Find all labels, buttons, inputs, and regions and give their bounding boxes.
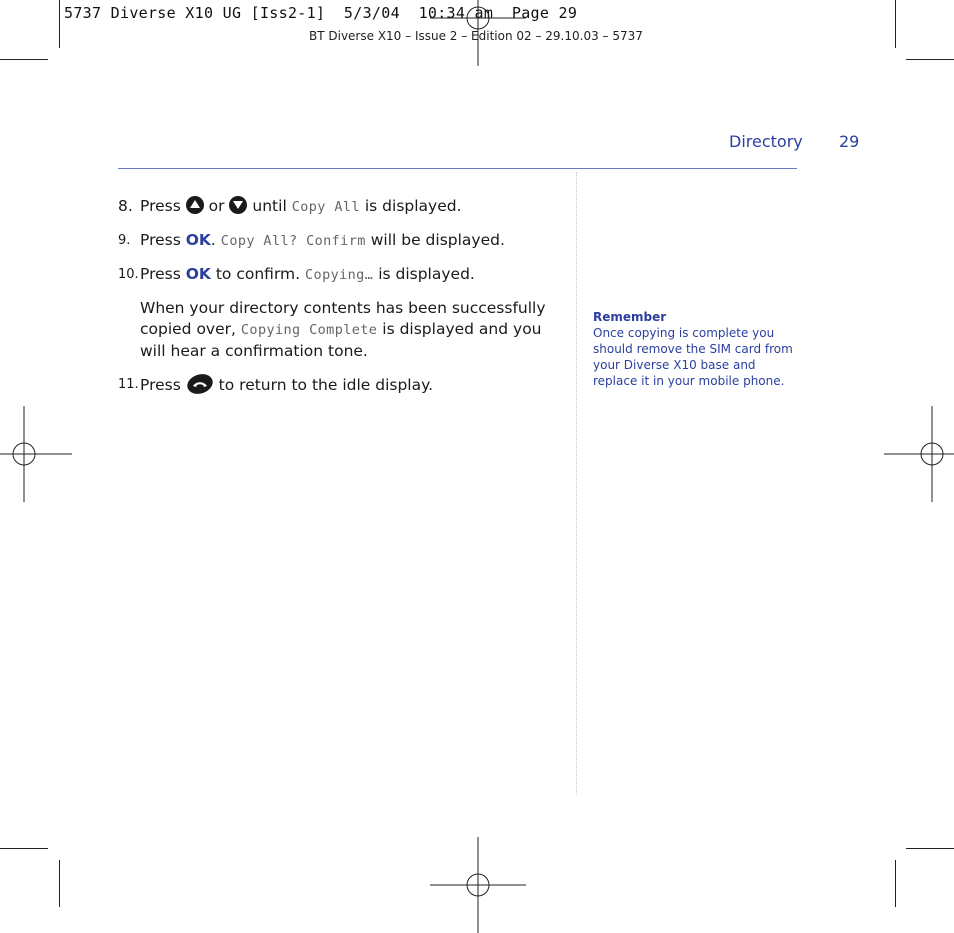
step-number: 10. (118, 267, 139, 282)
registration-mark-icon (430, 0, 526, 66)
crop-mark (59, 0, 60, 48)
step-number: 9. (118, 233, 131, 248)
step-10 (118, 264, 568, 286)
success-paragraph (118, 298, 568, 362)
step-text: until (252, 197, 287, 215)
step-text: to return to the idle display. (218, 376, 434, 394)
crop-mark (906, 59, 954, 60)
lcd-display-text: Copying… (305, 267, 374, 283)
header-rule (118, 168, 797, 169)
crop-mark (0, 848, 48, 849)
step-text: Press (140, 197, 181, 215)
paragraph-text: is displayed and you will hear a confirmation tone. (140, 320, 542, 360)
step-text: Press (140, 376, 181, 394)
step-text: will be displayed. (370, 231, 505, 249)
step-number: 11. (118, 377, 139, 392)
crop-mark (906, 848, 954, 849)
edition-line: BT Diverse X10 – Issue 2 – Edition 02 – 29.10.03 – 5737 (309, 29, 643, 43)
step-8 (118, 196, 568, 218)
page-number: 29 (839, 132, 860, 151)
paragraph-text: When your directory contents has been successfully copied over, (140, 299, 546, 338)
down-arrow-key-icon (229, 196, 247, 214)
instruction-steps (118, 196, 568, 408)
registration-mark-icon (0, 406, 72, 502)
lcd-display-text: Copying Complete (240, 322, 378, 338)
end-call-key-icon (186, 374, 214, 394)
step-number: 8. (118, 197, 133, 215)
note-title: Remember (593, 310, 667, 324)
step-9 (118, 230, 568, 252)
step-text: or (208, 197, 225, 215)
ok-key-label: OK (185, 231, 211, 249)
up-arrow-key-icon (186, 196, 204, 214)
crop-mark (0, 59, 48, 60)
step-text: Press (140, 231, 181, 249)
step-text: Press (140, 265, 181, 283)
remember-note (593, 309, 798, 389)
crop-mark (895, 860, 896, 907)
crop-mark (59, 860, 60, 907)
step-text: to confirm. (215, 265, 301, 283)
registration-mark-icon (884, 406, 954, 502)
column-divider (576, 172, 577, 794)
step-text: is displayed. (378, 265, 475, 283)
section-title: Directory (729, 132, 803, 151)
print-slug-line: 5737 Diverse X10 UG [Iss2-1] 5/3/04 10:34 am Page 29 (64, 4, 578, 22)
crop-mark (895, 0, 896, 48)
step-text: . (210, 231, 216, 249)
note-text: Once copying is complete you should remove the SIM card from your Diverse X10 base and replace it in your mobile phone. (593, 326, 793, 388)
lcd-display-text: Copy All (291, 199, 360, 215)
step-11 (118, 374, 568, 396)
registration-mark-icon (430, 837, 526, 933)
ok-key-label: OK (185, 265, 211, 283)
step-text: is displayed. (364, 197, 462, 215)
lcd-display-text: Copy All? Confirm (220, 233, 366, 249)
